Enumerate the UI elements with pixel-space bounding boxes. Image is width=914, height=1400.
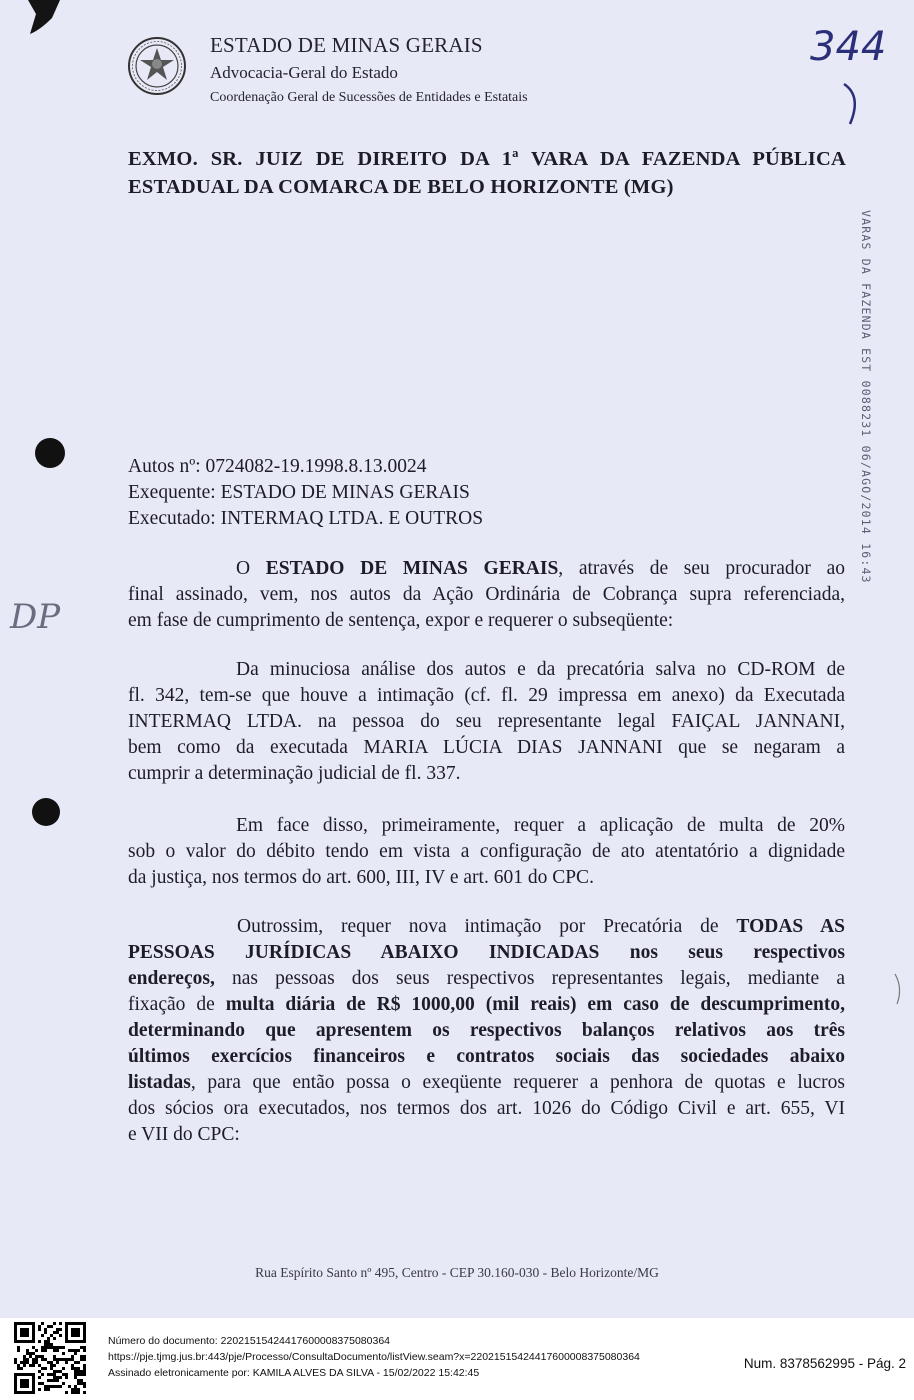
footer-address: Rua Espírito Santo nº 495, Centro - CEP 30.160-030 - Belo Horizonte/MG [255,1265,659,1280]
document-num-page: Num. 8378562995 - Pág. 2 [743,1356,906,1371]
state-seal-icon [127,36,187,96]
case-number: Autos nº: 0724082-19.1998.8.13.0024 [128,456,427,477]
para4-line-8: dos sócios ora executados, nos termos dos art. 1026 do Código Civil e art. 655, VI [128,1098,845,1119]
para1-bold-entity: ESTADO DE MINAS GERAIS [265,558,559,579]
para1-line-1: O ESTADO DE MINAS GERAIS, através de seu procurador ao [236,558,845,579]
document-number: Número do documento: 22021515424417600008375080364 [108,1335,390,1347]
para4-line-3: endereços, nas pessoas dos seus respectivos representantes legais, mediante a [128,968,845,989]
protocol-stamp: VARAS DA FAZENDA EST 0088231 06/AGO/2014 16:43 [859,210,873,584]
header-coordination: Coordenação Geral de Sucessões de Entidades e Estatais [210,90,528,105]
case-executado: Executado: INTERMAQ LTDA. E OUTROS [128,508,484,529]
para3-line-3: da justiça, nos termos do art. 600, III, IV e art. 601 do CPC. [128,867,594,888]
margin-initials-text: DP [10,597,61,637]
margin-initials [8,590,63,640]
para1-line-3: em fase de cumprimento de sentença, expor e requerer o subseqüente: [128,610,674,631]
handwritten-number-text: 344 [810,24,887,70]
para2-line-2: fl. 342, tem-se que houve a intimação (cf. fl. 29 impressa em anexo) da Executada [128,685,845,706]
header-state: ESTADO DE MINAS GERAIS [210,33,483,57]
para2-line-1: Da minuciosa análise dos autos e da precatória salva no CD-ROM de [236,659,845,680]
punch-hole [35,438,65,468]
para4-line-1: Outrossim, requer nova intimação por Precatória de TODAS AS [237,916,845,937]
addressee-line-2: ESTADUAL DA COMARCA DE BELO HORIZONTE (MG) [128,176,674,198]
electronic-signature: Assinado eletronicamente por: KAMILA ALVES DA SILVA - 15/02/2022 15:42:45 [108,1367,480,1379]
para4-line-9: e VII do CPC: [128,1124,240,1145]
para3-line-2: sob o valor do débito tendo em vista a configuração de ato atentatório a dignidade [128,841,845,862]
addressee [128,145,846,201]
para4-line-4: fixação de multa diária de R$ 1000,00 (mil reais) em caso de descumprimento, [128,994,845,1015]
para4-line-7: listadas, para que então possa o exeqüente requerer a penhora de quotas e lucros [128,1072,845,1093]
para2-line-3: INTERMAQ LTDA. na pessoa do seu representante legal FAIÇAL JANNANI, [128,711,845,732]
para2-line-4: bem como da executada MARIA LÚCIA DIAS JANNANI que se negaram a [128,737,845,758]
punch-hole [32,798,60,826]
document-info [108,1333,640,1381]
para3-line-1: Em face disso, primeiramente, requer a aplicação de multa de 20% [236,815,845,836]
handwritten-page-number [804,12,894,132]
case-info [128,454,845,532]
scan-corner-mark [0,0,80,40]
para4-line-5: determinando que apresentem os respectivos balanços relativos aos três [128,1020,845,1041]
document-url[interactable]: https://pje.tjmg.jus.br:443/pje/Processo/ConsultaDocumento/listView.seam?x=22021515424417600008375080364 [108,1351,640,1363]
para1-line-2: final assinado, vem, nos autos da Ação Ordinária de Cobrança supra referenciada, [128,584,845,605]
qr-code-icon [14,1322,86,1394]
paragraph-2 [128,657,845,787]
para4-line-2: PESSOAS JURÍDICAS ABAIXO INDICADAS nos seus respectivos [128,942,845,963]
paragraph-1 [128,556,845,634]
addressee-line-1: EXMO. SR. JUIZ DE DIREITO DA 1ª VARA DA FAZENDA PÚBLICA [128,148,846,170]
margin-bracket-mark [893,972,905,1006]
case-exequente: Exequente: ESTADO DE MINAS GERAIS [128,482,470,503]
paragraph-3 [128,813,845,891]
paragraph-4 [128,914,845,1148]
header-agency: Advocacia-Geral do Estado [210,63,398,82]
para2-line-5: cumprir a determinação judicial de fl. 337. [128,763,461,784]
para4-line-6: últimos exercícios financeiros e contratos sociais das sociedades abaixo [128,1046,845,1067]
